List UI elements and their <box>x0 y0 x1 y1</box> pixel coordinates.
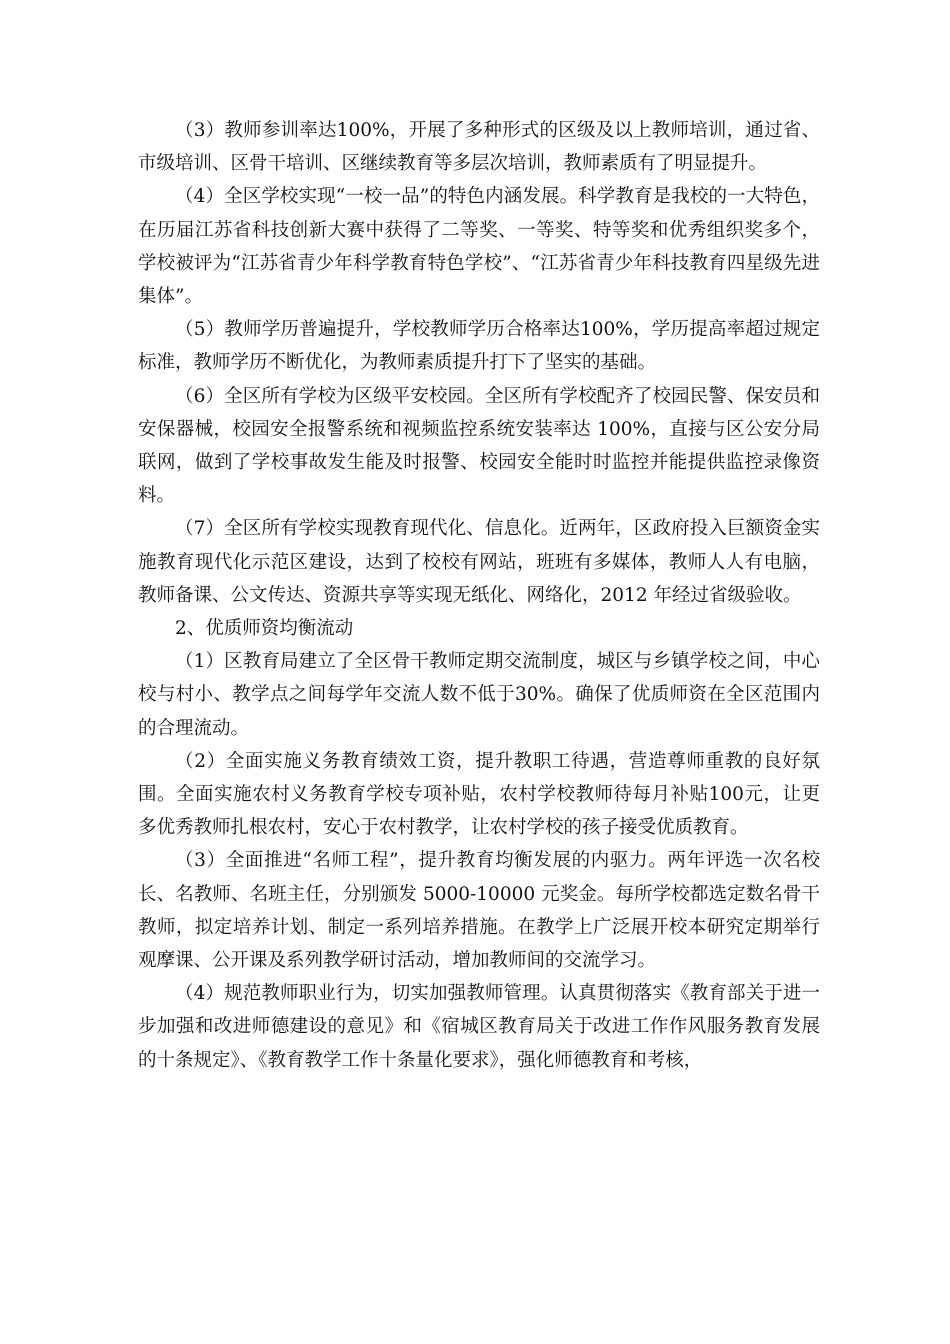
paragraph-performance-pay: （2）全面实施义务教育绩效工资，提升教职工待遇，营造尊师重教的良好氛围。全面实施农村义务教育学校专项补贴，农村学校教师待每月补贴100元，让更多优秀教师扎根农村，安心于农村教学，让农村学校的孩子接受优质教育。 <box>138 750 820 839</box>
paragraph-teacher-conduct: （4）规范教师职业行为，切实加强教师管理。认真贯彻落实《教育部关于进一步加强和改进师德建设的意见》和《宿城区教育局关于改进工作作风服务教育发展的十条规定》、《教育教学工作十条量化要求》，强化师德教育和考核， <box>138 983 820 1071</box>
document-body <box>138 114 820 1077</box>
paragraph-teacher-training: （3）教师参训率达100%，开展了多种形式的区级及以上教师培训，通过省、市级培训、区骨干培训、区继续教育等多层次培训，教师素质有了明显提升。 <box>138 120 820 175</box>
paragraph-school-characteristics: （4）全区学校实现“一校一品”的特色内涵发展。科学教育是我校的一大特色，在历届江苏省科技创新大赛中获得了二等奖、一等奖、特等奖和优秀组织奖多个，学校被评为“江苏省青少年科学教育特色学校”、“江苏省青少年科技教育四星级先进集体”。 <box>138 186 820 308</box>
paragraph-teacher-education: （5）教师学历普遍提升，学校教师学历合格率达100%，学历提高率超过规定标准，教师学历不断优化，为教师素质提升打下了坚实的基础。 <box>138 319 820 374</box>
paragraph-modernization: （7）全区所有学校实现教育现代化、信息化。近两年，区政府投入巨额资金实施教育现代化示范区建设，达到了校校有网站，班班有多媒体，教师人人有电脑，教师备课、公文传达、资源共享等实现无纸化、网络化，2012 年经过省级验收。 <box>138 518 820 606</box>
paragraph-safe-campus: （6）全区所有学校为区级平安校园。全区所有学校配齐了校园民警、保安员和安保器械，校园安全报警系统和视频监控系统安装率达 100%，直接与区公安分局联网，做到了学校事故发生能及时报警、校园安全能时时监控并能提供监控录像资料。 <box>138 385 820 507</box>
paragraph-famous-teacher-project: （3）全面推进“名师工程”，提升教育均衡发展的内驱力。两年评选一次名校长、名教师、名班主任，分别颁发 5000-10000 元奖金。每所学校都选定数名骨干教师，拟定培养计划、制定一系列培养措施。在教学上广泛展开校本研究定期举行观摩课、公开课及系列教学研讨活动，增加教师间的交流学习。 <box>138 850 820 972</box>
paragraph-teacher-exchange: （1）区教育局建立了全区骨干教师定期交流制度，城区与乡镇学校之间，中心校与村小、教学点之间每学年交流人数不低于30%。确保了优质师资在全区范围内的合理流动。 <box>138 651 820 739</box>
section-heading: 2、优质师资均衡流动 <box>175 618 354 640</box>
